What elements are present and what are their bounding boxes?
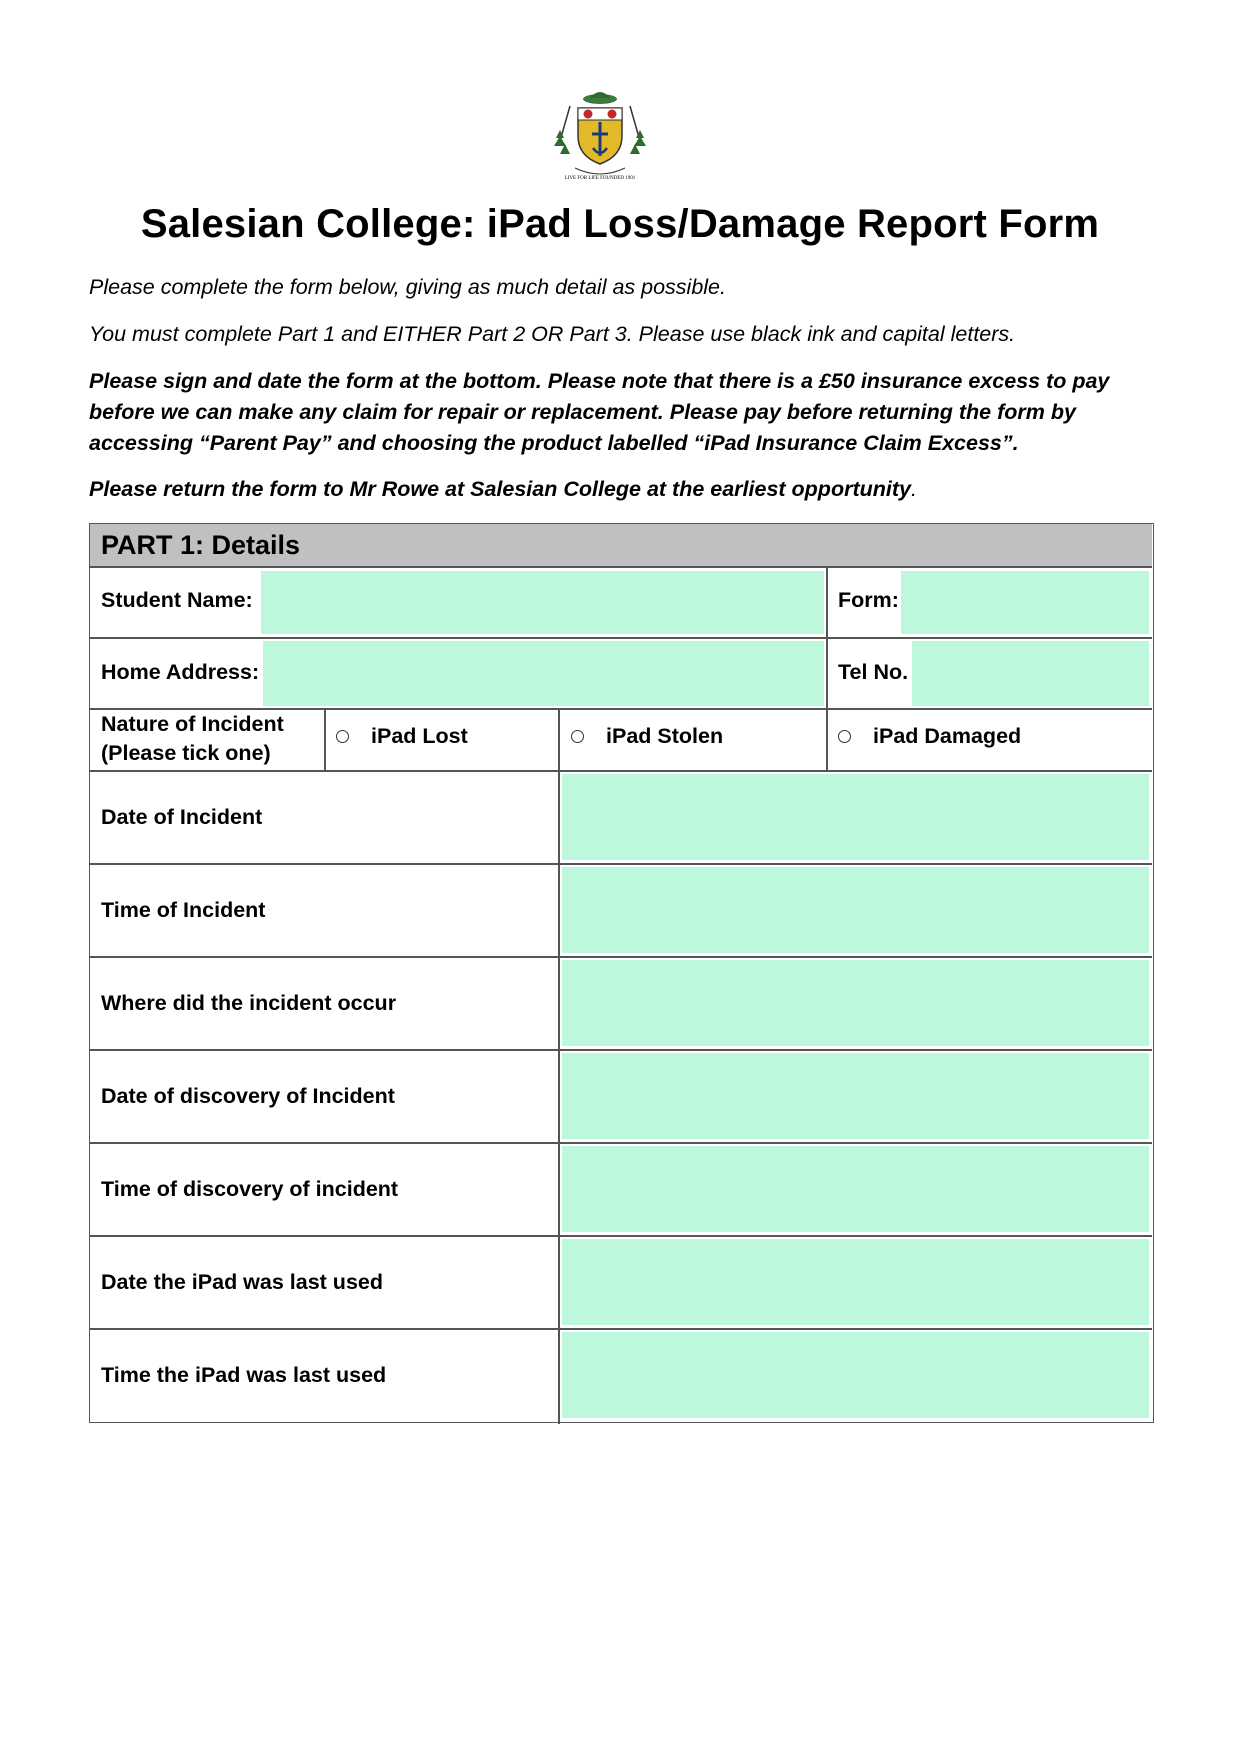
form-label: Form: — [838, 588, 899, 612]
date-of-discovery-field[interactable] — [562, 1053, 1149, 1139]
date-of-incident-label: Date of Incident — [101, 805, 263, 829]
part1-details-table — [89, 523, 1154, 1423]
time-of-incident-label: Time of Incident — [101, 898, 266, 922]
student-name-field[interactable] — [261, 571, 824, 634]
time-of-incident-field[interactable] — [562, 867, 1149, 953]
option-ipad-stolen-label: iPad Stolen — [606, 724, 724, 748]
date-of-incident-field[interactable] — [562, 774, 1149, 860]
page-title: Salesian College: iPad Loss/Damage Report Form — [140, 202, 1100, 246]
instruction-payment-note: Please sign and date the form at the bottom. Please note that there is a £50 insurance excess to pay before we can make any claim for repair or replacement. Please pay before returning the form by accessing “Parent Pay” and choosing the product labelled “iPad Insurance Claim Excess”. — [89, 369, 1110, 455]
home-address-field[interactable] — [263, 641, 824, 706]
student-name-label: Student Name: — [101, 588, 253, 612]
tel-label: Tel No. — [838, 660, 909, 684]
time-last-used-label: Time the iPad was last used — [101, 1363, 387, 1387]
time-of-discovery-label: Time of discovery of incident — [101, 1177, 399, 1201]
option-ipad-stolen[interactable] — [571, 724, 723, 749]
date-last-used-label: Date the iPad was last used — [101, 1270, 383, 1294]
time-last-used-field[interactable] — [562, 1332, 1149, 1418]
tel-field[interactable] — [912, 641, 1149, 706]
return-note-text: Please return the form to Mr Rowe at Salesian College at the earliest opportunity — [89, 477, 911, 501]
nature-label-line1: Nature of Incident — [101, 712, 284, 736]
date-of-discovery-label: Date of discovery of Incident — [101, 1084, 395, 1108]
form-field[interactable] — [901, 571, 1149, 634]
part1-heading: PART 1: Details — [90, 524, 1152, 566]
crest-motto: LIVE FOR LIFE FOUNDED 1901 — [564, 176, 636, 181]
option-ipad-lost[interactable] — [336, 724, 468, 749]
incident-location-field[interactable] — [562, 960, 1149, 1046]
return-note-period: . — [910, 477, 917, 501]
instruction-return-note — [89, 474, 1149, 505]
radio-circle-icon — [838, 730, 851, 743]
instruction-line-2: You must complete Part 1 and EITHER Part 2 OR Part 3. Please use black ink and capital letters. — [89, 322, 1016, 346]
incident-location-label: Where did the incident occur — [101, 991, 397, 1015]
option-ipad-damaged[interactable] — [838, 724, 1021, 749]
option-ipad-damaged-label: iPad Damaged — [873, 724, 1022, 748]
college-crest-logo — [550, 86, 650, 186]
home-address-label: Home Address: — [101, 660, 260, 684]
radio-circle-icon — [571, 730, 584, 743]
date-last-used-field[interactable] — [562, 1239, 1149, 1325]
nature-of-incident-label — [101, 710, 284, 768]
radio-circle-icon — [336, 730, 349, 743]
nature-label-line2: (Please tick one) — [101, 741, 271, 765]
instruction-line-1: Please complete the form below, giving as much detail as possible. — [89, 275, 726, 299]
time-of-discovery-field[interactable] — [562, 1146, 1149, 1232]
option-ipad-lost-label: iPad Lost — [371, 724, 468, 748]
